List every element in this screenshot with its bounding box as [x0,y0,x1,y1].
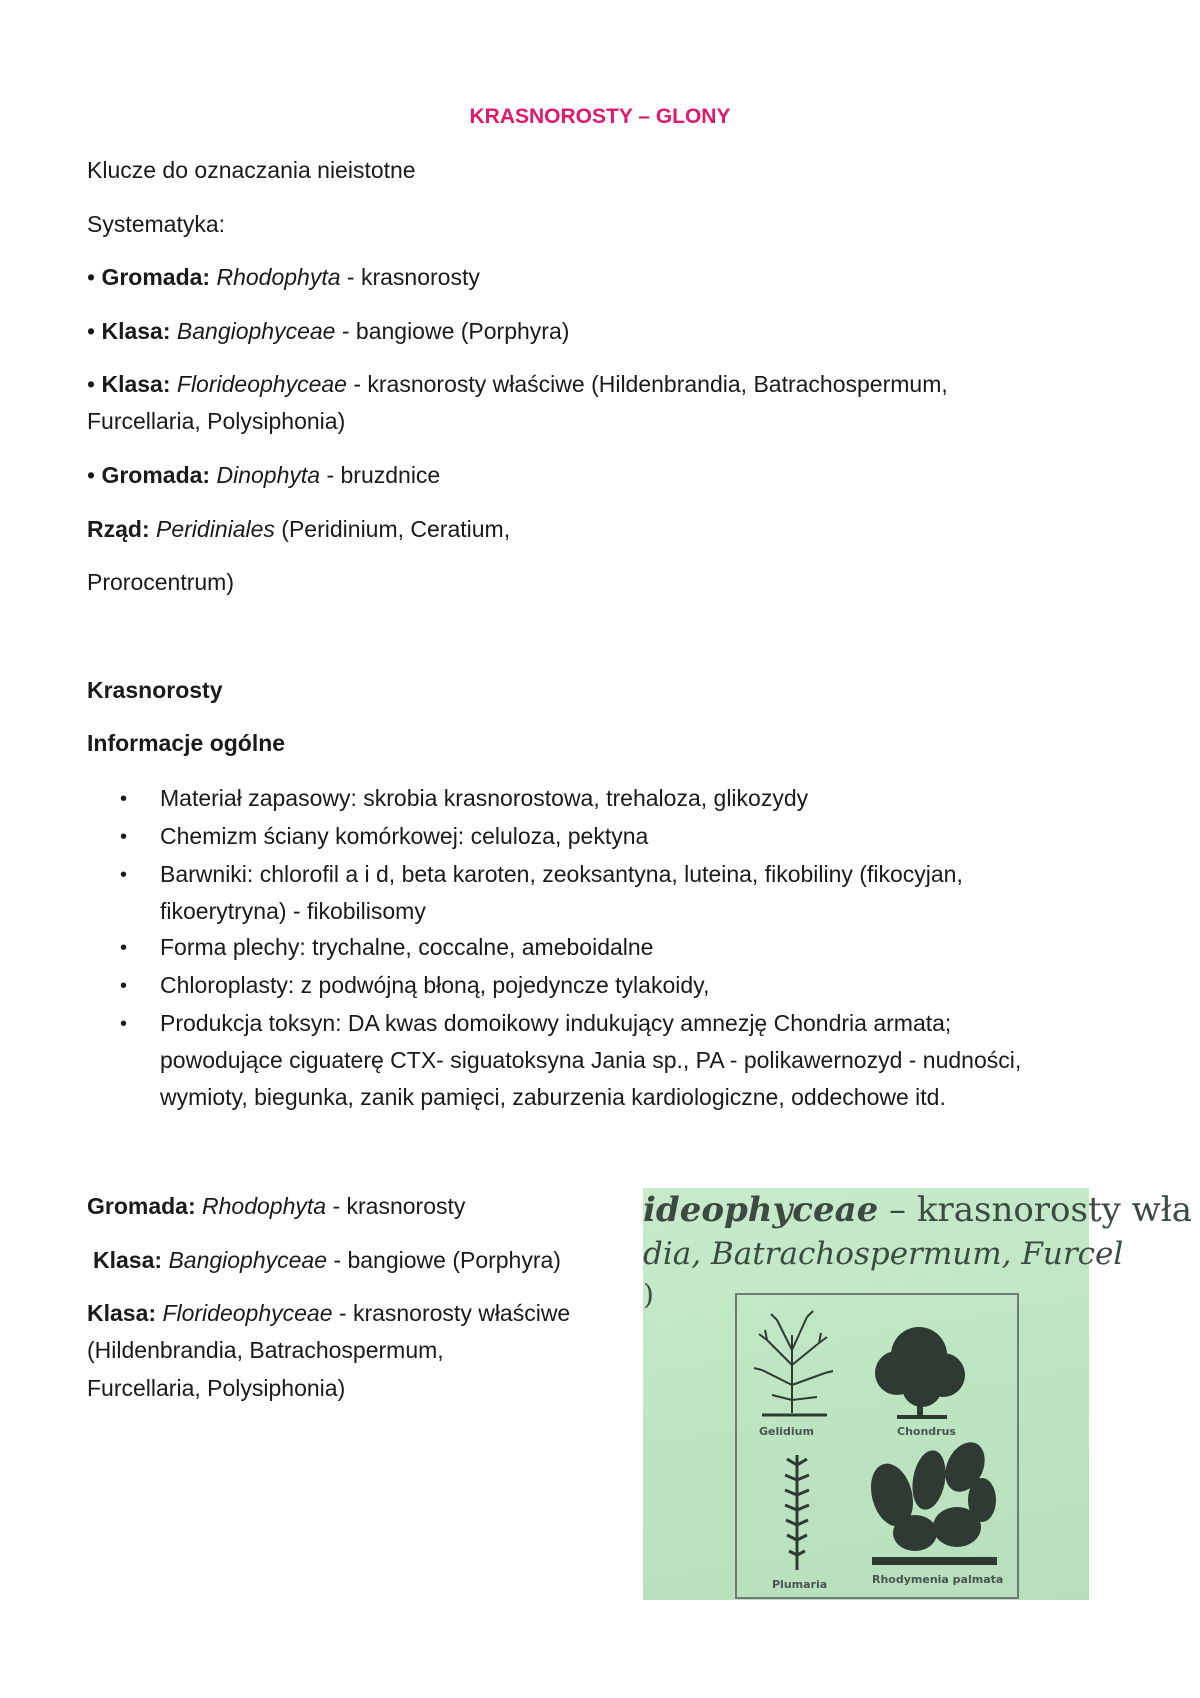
systematics-item: Rząd: Peridiniales (Peridinium, Ceratium, [87,516,511,542]
list-item: Chloroplasty: z podwójną błoną, pojedyncze tylakoidy, [160,972,710,998]
lower-klasa: Klasa: Bangiophyceae - bangiowe (Porphyra) [93,1247,561,1273]
photo-line: dia, Batrachospermum, Furcel [643,1236,1124,1272]
list-item: powodujące ciguaterę CTX- siguatoksyna Jania sp., PA - polikawernozyd - nudności, [160,1047,1022,1073]
list-item: Barwniki: chlorofil a i d, beta karoten, zeoksantyna, luteina, fikobiliny (fikocyjan, [160,861,963,887]
photo-caption: Gelidium [759,1425,814,1438]
textbook-photo [643,1188,1193,1600]
list-item: Materiał zapasowy: skrobia krasnorostowa, trehaloza, glikozydy [160,785,809,811]
systematics-item: • Gromada: Dinophyta - bruzdnice [87,462,441,488]
list-bullet: • [120,937,128,959]
algae-illustrations [737,1295,1017,1597]
chondrus-illustration [875,1327,965,1419]
photo-caption: Rhodymenia palmata [872,1573,1004,1586]
systematics-item-continuation: Furcellaria, Polysiphonia) [87,408,346,434]
plumaria-illustration [785,1455,809,1570]
systematics-item: • Gromada: Rhodophyta - krasnorosty [87,264,480,290]
photo-line: ) [643,1278,654,1311]
photo-heading: ideophyceae – krasnorosty wła [643,1190,1193,1230]
page-title: KRASNOROSTY – GLONY [469,105,731,128]
list-bullet: • [120,864,128,886]
systematics-item-continuation: Prorocentrum) [87,569,234,595]
gelidium-illustration [754,1311,833,1415]
section-heading: Krasnorosty [87,677,223,703]
intro-line: Klucze do oznaczania nieistotne [87,157,416,183]
systematics-heading: Systematyka: [87,211,226,237]
section-subheading: Informacje ogólne [87,730,286,756]
systematics-item: • Klasa: Bangiophyceae - bangiowe (Porphyra) [87,318,570,344]
lower-gromada: Gromada: Rhodophyta - krasnorosty [87,1193,466,1219]
rhodymenia-illustration [864,1436,997,1565]
illustration-plate [735,1293,1019,1599]
photo-caption: Plumaria [772,1578,828,1591]
list-item: Forma plechy: trychalne, coccalne, ameboidalne [160,934,654,960]
lower-klasa-continuation: (Hildenbrandia, Batrachospermum, [87,1337,444,1363]
lower-klasa-continuation: Furcellaria, Polysiphonia) [87,1375,346,1401]
photo-caption: Chondrus [897,1425,956,1438]
list-bullet: • [120,826,128,848]
systematics-item: • Klasa: Florideophyceae - krasnorosty właściwe (Hildenbrandia, Batrachospermum, [87,371,948,397]
list-bullet: • [120,1013,128,1035]
list-item: fikoerytryna) - fikobilisomy [160,898,426,924]
list-item: Produkcja toksyn: DA kwas domoikowy indukujący amnezję Chondria armata; [160,1010,952,1036]
lower-klasa: Klasa: Florideophyceae - krasnorosty właściwe [87,1300,571,1326]
list-item: wymioty, biegunka, zanik pamięci, zaburzenia kardiologiczne, oddechowe itd. [160,1084,946,1110]
list-bullet: • [120,788,128,810]
list-item: Chemizm ściany komórkowej: celuloza, pektyna [160,823,649,849]
list-bullet: • [120,975,128,997]
